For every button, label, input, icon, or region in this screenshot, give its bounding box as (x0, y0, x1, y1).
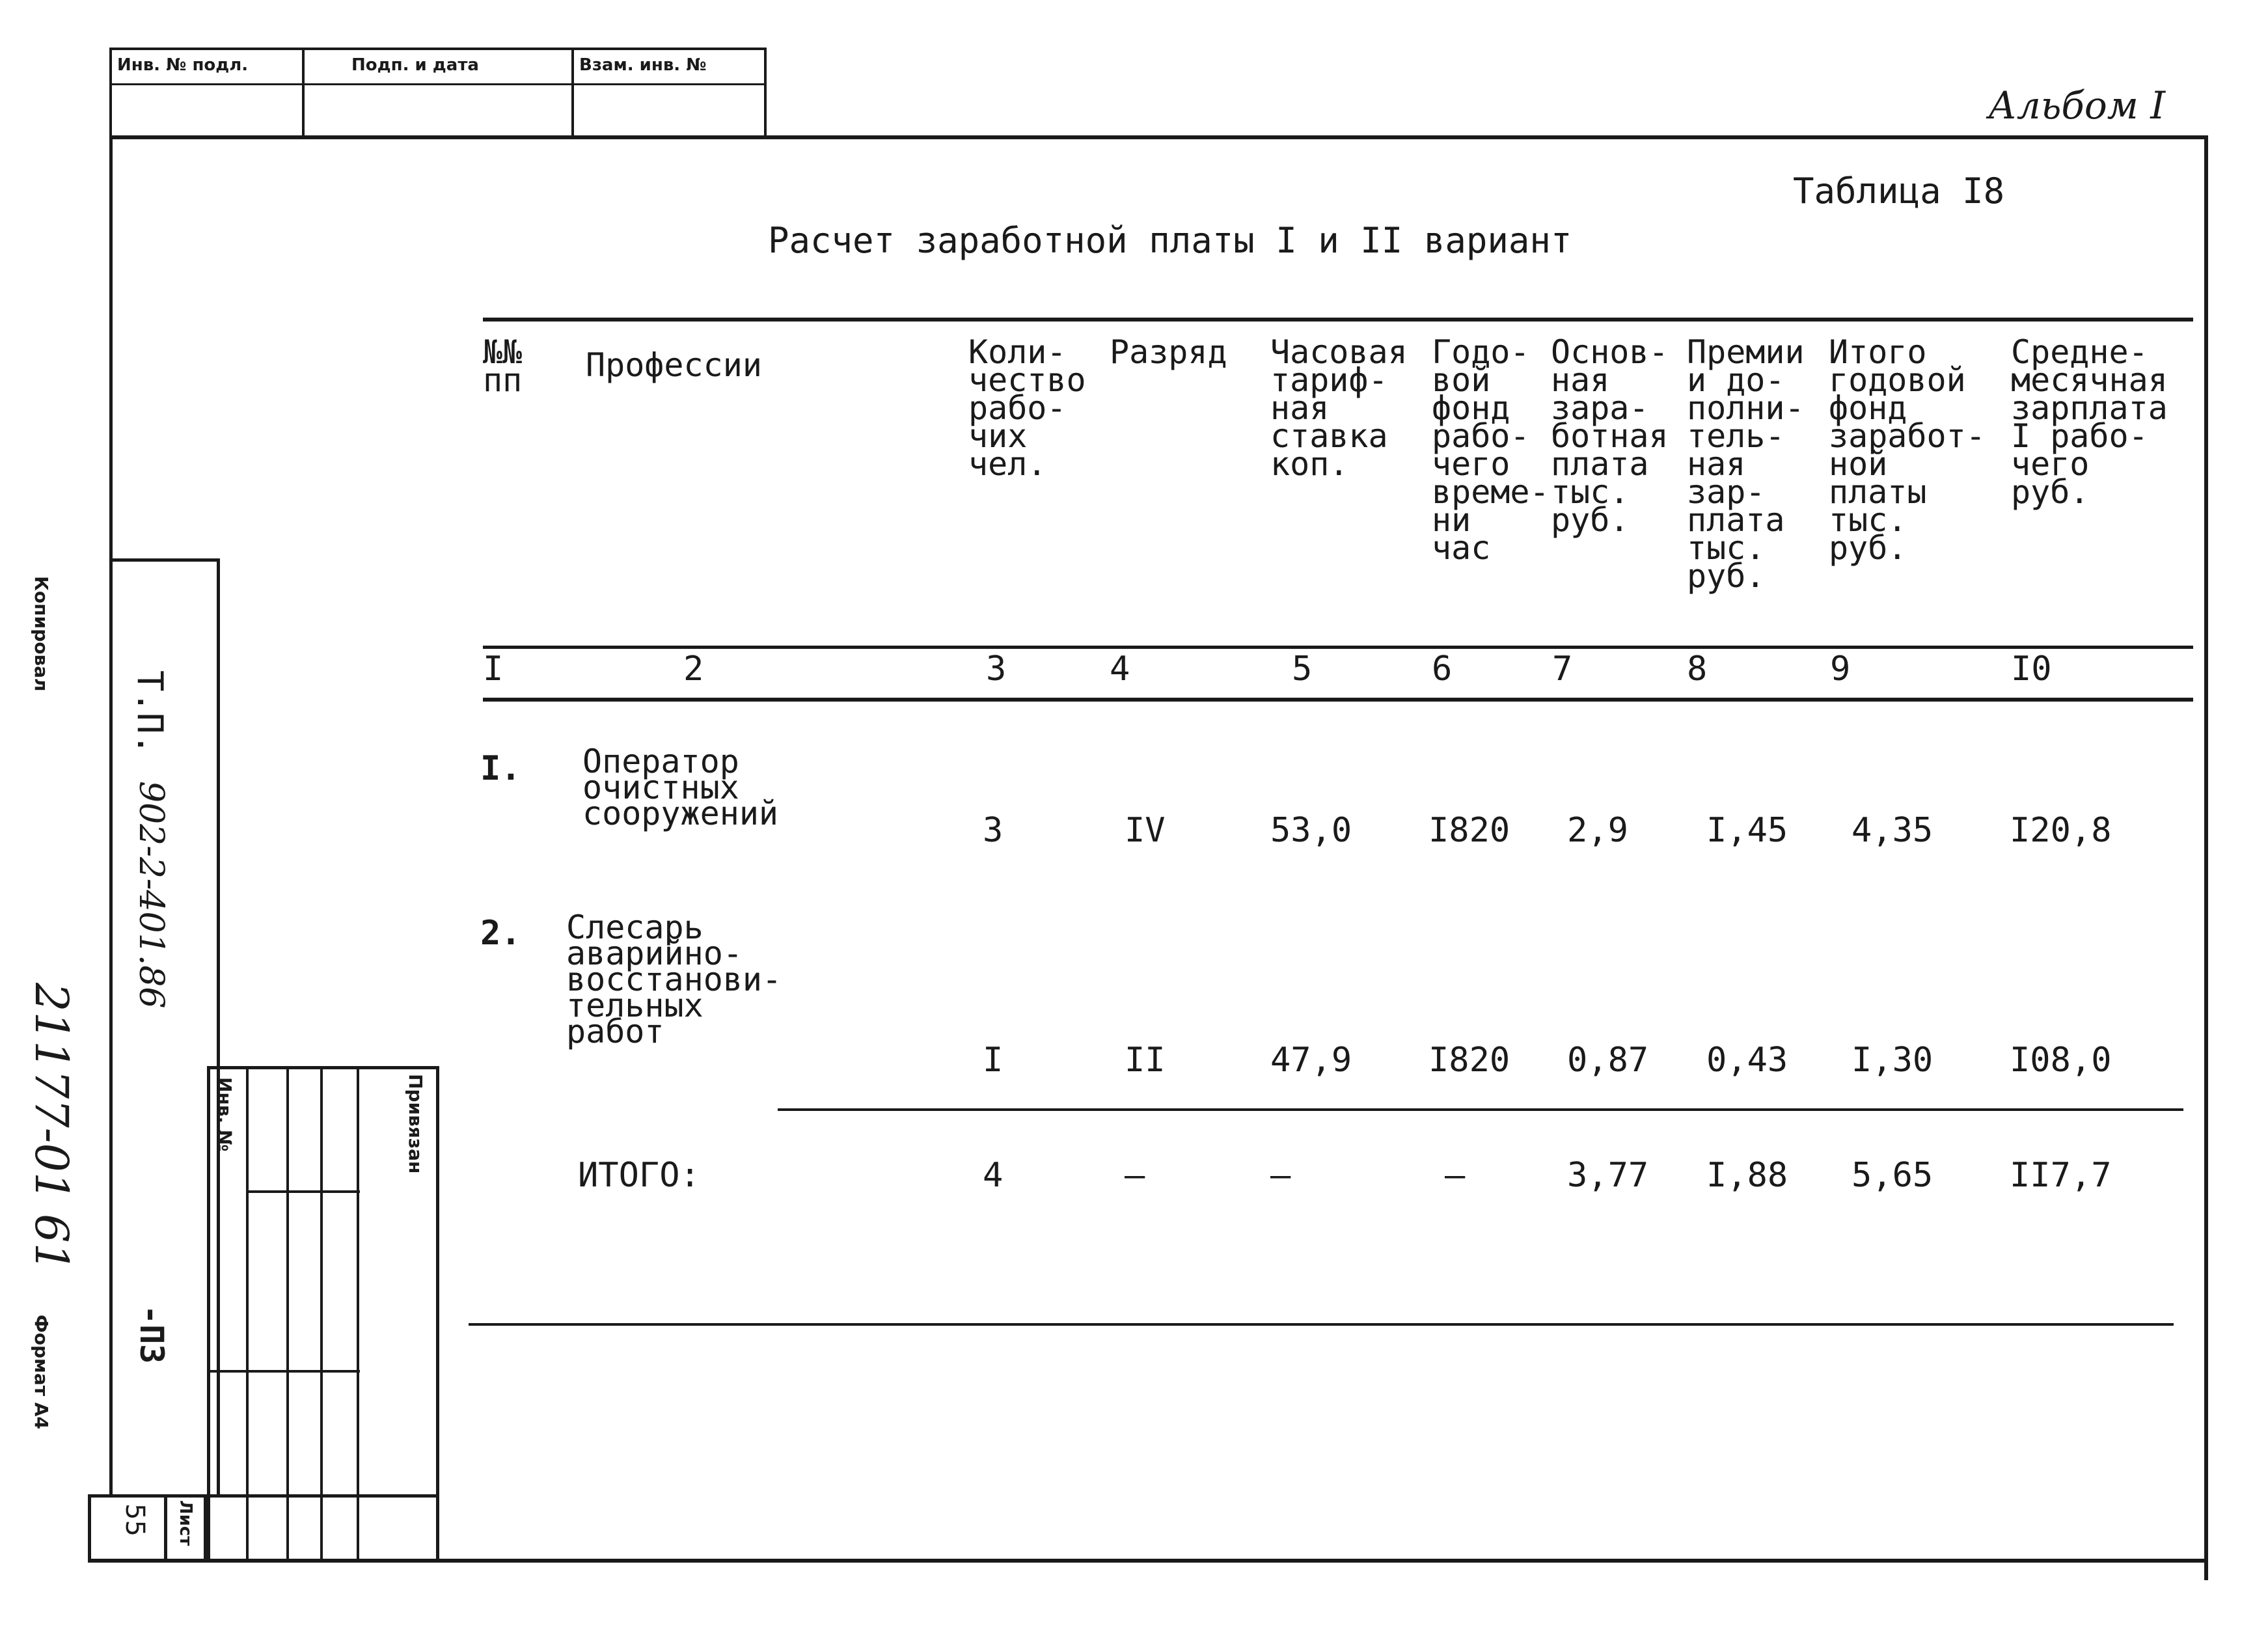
row-workers: 3 (983, 811, 1004, 850)
project-code: 902-2-401.86 (131, 781, 171, 1009)
column-number: 3 (986, 650, 1007, 689)
header-workers: Коли- чество рабо- чих чел. (968, 333, 1086, 483)
sheet-number: 55 (120, 1503, 150, 1537)
doc-suffix: -ПЗ (133, 1305, 171, 1364)
column-number: I (483, 650, 504, 689)
column-number: 5 (1292, 650, 1313, 689)
sheet-label: Лист (176, 1500, 195, 1546)
row-bonus: 0,43 (1706, 1041, 1788, 1080)
row-workers: I (983, 1041, 1004, 1080)
total-workers: 4 (983, 1156, 1004, 1195)
header-rate: Часовая тариф- ная ставка коп. (1270, 333, 1408, 483)
row-total: I,30 (1851, 1041, 1933, 1080)
stamp-sign-label: Подп. и дата (351, 55, 479, 75)
format-label: Формат А4 (31, 1315, 52, 1429)
row-base: 2,9 (1567, 811, 1628, 850)
header-number: №№ пп (483, 333, 523, 399)
total-rate: – (1270, 1156, 1291, 1195)
header-monthly: Средне- месячная зарплата I рабо- чего руб. (2011, 333, 2168, 511)
stamp-replace-label: Взам. инв. № (579, 55, 707, 75)
total-bonus: I,88 (1706, 1156, 1788, 1195)
header-bonus: Премии и до- полни- тель- ная зар- плата тыс. руб. (1687, 333, 1805, 595)
row-grade: IV (1125, 811, 1166, 850)
column-number: 7 (1552, 650, 1573, 689)
inv-label: Инв. № (214, 1077, 236, 1152)
column-number: 4 (1110, 650, 1130, 689)
album-label: Альбом I (1988, 83, 2166, 128)
row-profession: Оператор очистных сооружений (582, 743, 779, 832)
archive-sheet: 61 (25, 1214, 78, 1272)
project-label: Т.П. (130, 670, 171, 756)
page-title: Расчет заработной платы I и II вариант (768, 220, 1572, 261)
column-number: 2 (683, 650, 704, 689)
header-hours: Годо- вой фонд рабо- чего време- ни час (1432, 333, 1550, 567)
column-number: 9 (1830, 650, 1851, 689)
row-grade: II (1125, 1041, 1166, 1080)
column-number: 6 (1432, 650, 1453, 689)
total-grade: – (1125, 1156, 1145, 1195)
total-hours: – (1445, 1156, 1466, 1195)
row-number: I. (480, 749, 521, 788)
row-rate: 53,0 (1270, 811, 1352, 850)
row-monthly: I20,8 (2010, 811, 2112, 850)
row-base: 0,87 (1567, 1041, 1649, 1080)
row-hours: I820 (1428, 811, 1510, 850)
linked-label: Привязан (405, 1074, 426, 1174)
row-total: 4,35 (1851, 811, 1933, 850)
total-label: ИТОГО: (578, 1156, 700, 1195)
header-total-fund: Итого годовой фонд заработ- ной платы тыс. руб. (1829, 333, 1986, 567)
row-profession: Слесарь аварийно- восстанови- тельных работ (566, 909, 782, 1050)
header-grade: Разряд (1110, 333, 1227, 371)
column-number: I0 (2011, 650, 2052, 689)
row-hours: I820 (1428, 1041, 1510, 1080)
row-rate: 47,9 (1270, 1041, 1352, 1080)
total-base: 3,77 (1567, 1156, 1649, 1195)
archive-number: 21177-01 (25, 983, 78, 1201)
total-monthly: II7,7 (2010, 1156, 2112, 1195)
header-profession: Профессии (586, 346, 762, 384)
stamp-inv-label: Инв. № подл. (117, 55, 249, 75)
row-monthly: I08,0 (2010, 1041, 2112, 1080)
header-base-salary: Основ- ная зара- ботная плата тыс. руб. (1551, 333, 1669, 539)
table-number: Таблица I8 (1793, 171, 2005, 212)
total-total: 5,65 (1851, 1156, 1933, 1195)
row-bonus: I,45 (1706, 811, 1788, 850)
column-number: 8 (1687, 650, 1708, 689)
copied-label: Копировал (31, 576, 52, 692)
row-number: 2. (480, 914, 521, 953)
